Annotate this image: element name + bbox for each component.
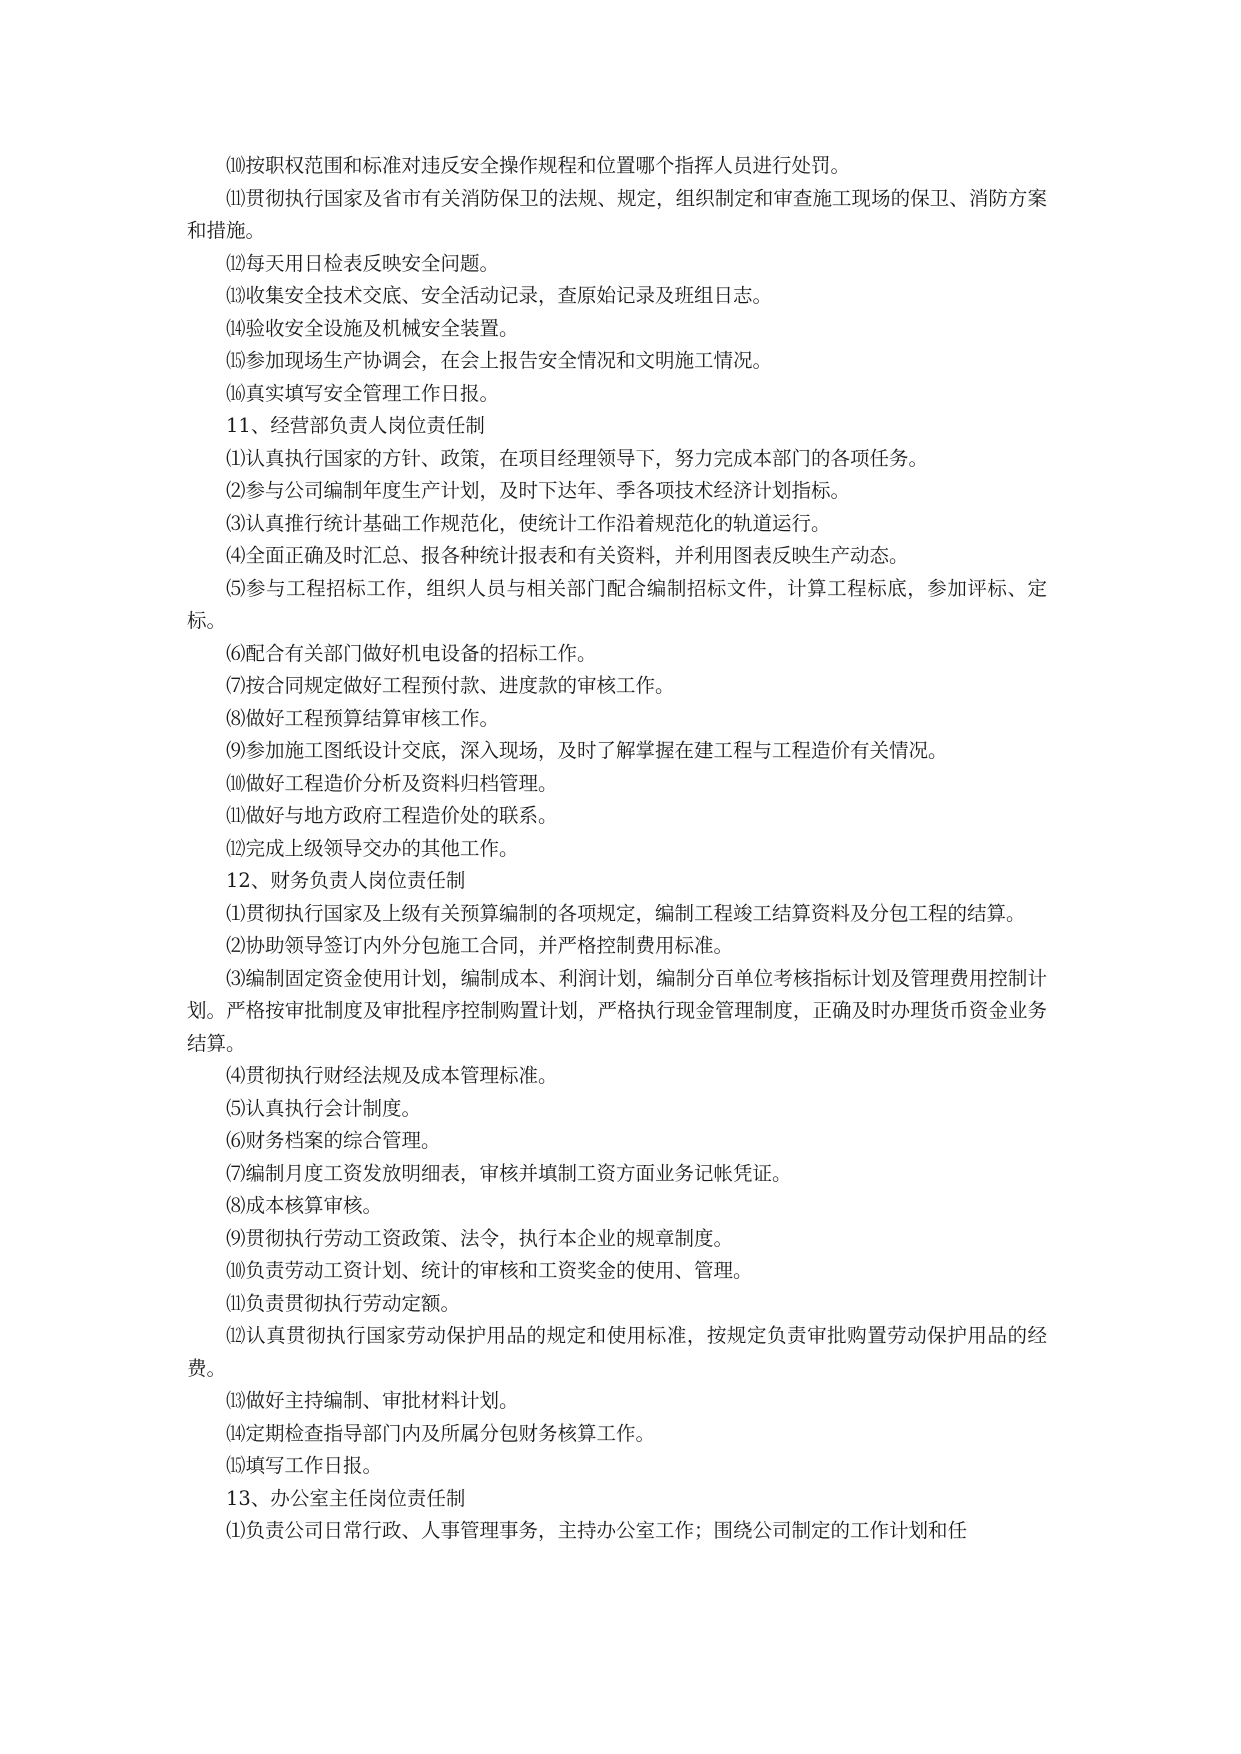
list-item: ⑿每天用日检表反映安全问题。 (226, 251, 500, 275)
list-item: ⑷全面正确及时汇总、报各种统计报表和有关资料，并利用图表反映生产动态。 (226, 544, 909, 567)
list-item: ⑴认真执行国家的方针、政策，在项目经理领导下，努力完成本部门的各项任务。 (226, 446, 929, 470)
section-heading: 11、经营部负责人岗位责任制 (226, 414, 485, 437)
list-item: ⑼参加施工图纸设计交底，深入现场，及时了解掌握在建工程与工程造价有关情况。 (226, 739, 948, 762)
list-item: ⑵参与公司编制年度生产计划，及时下达年、季各项技术经济计划指标。 (226, 479, 851, 502)
list-item: ⒂参加现场生产协调会，在会上报告安全情况和文明施工情况。 (226, 349, 773, 372)
list-item: ⒁定期检查指导部门内及所属分包财务核算工作。 (226, 1421, 656, 1445)
list-item: ⒂填写工作日报。 (226, 1454, 383, 1477)
section-heading: 13、办公室主任岗位责任制 (226, 1486, 466, 1510)
list-item: ⑾贯彻执行国家及省市有关消防保卫的法规、规定，组织制定和审查施工现场的保卫、消防方案和措施。 (187, 186, 1047, 242)
list-item: ⑶认真推行统计基础工作规范化，使统计工作沿着规范化的轨道运行。 (226, 511, 831, 535)
list-item: ⑷贯彻执行财经法规及成本管理标准。 (226, 1064, 558, 1087)
list-item: ⑻成本核算审核。 (226, 1194, 383, 1217)
list-item: ⑽按职权范围和标准对违反安全操作规程和位置哪个指挥人员进行处罚。 (226, 154, 851, 177)
list-item: ⑹财务档案的综合管理。 (226, 1129, 441, 1152)
list-item: ⑴负责公司日常行政、人事管理事务，主持办公室工作；围绕公司制定的工作计划和任 (226, 1519, 968, 1542)
list-item: ⑺按合同规定做好工程预付款、进度款的审核工作。 (226, 674, 675, 697)
list-item: ⑶编制固定资金使用计划，编制成本、利润计划，编制分百单位考核指标计划及管理费用控制计划。严格按审批制度及审批程序控制购置计划，严格执行现金管理制度，正确及时办理货币资金业务结算。 (187, 966, 1047, 1055)
list-item: ⑵协助领导签订内外分包施工合同，并严格控制费用标准。 (226, 934, 734, 957)
list-item: ⑺编制月度工资发放明细表，审核并填制工资方面业务记帐凭证。 (226, 1161, 792, 1185)
document-body (187, 150, 1047, 1548)
list-item: ⑻做好工程预算结算审核工作。 (226, 706, 500, 730)
list-item: ⒁验收安全设施及机械安全装置。 (226, 316, 519, 340)
list-item: ⑾负责贯彻执行劳动定额。 (226, 1291, 461, 1315)
list-item: ⑿认真贯彻执行国家劳动保护用品的规定和使用标准，按规定负责审批购置劳动保护用品的经费。 (187, 1324, 1047, 1380)
list-item: ⑽负责劳动工资计划、统计的审核和工资奖金的使用、管理。 (226, 1259, 753, 1282)
list-item: ⑿完成上级领导交办的其他工作。 (226, 836, 519, 860)
list-item: ⑽做好工程造价分析及资料归档管理。 (226, 771, 558, 795)
list-item: ⑴贯彻执行国家及上级有关预算编制的各项规定，编制工程竣工结算资料及分包工程的结算。 (226, 901, 1026, 925)
list-item: ⑸认真执行会计制度。 (226, 1096, 422, 1120)
list-item: ⒃真实填写安全管理工作日报。 (226, 381, 500, 405)
list-item: ⑾做好与地方政府工程造价处的联系。 (226, 804, 558, 827)
list-item: ⒀做好主持编制、审批材料计划。 (226, 1389, 519, 1412)
section-heading: 12、财务负责人岗位责任制 (226, 869, 466, 892)
list-item: ⒀收集安全技术交底、安全活动记录，查原始记录及班组日志。 (226, 284, 773, 307)
list-item: ⑼贯彻执行劳动工资政策、法令，执行本企业的规章制度。 (226, 1226, 734, 1250)
list-item: ⑸参与工程招标工作，组织人员与相关部门配合编制招标文件，计算工程标底，参加评标、定标。 (187, 576, 1047, 632)
list-item: ⑹配合有关部门做好机电设备的招标工作。 (226, 641, 597, 665)
